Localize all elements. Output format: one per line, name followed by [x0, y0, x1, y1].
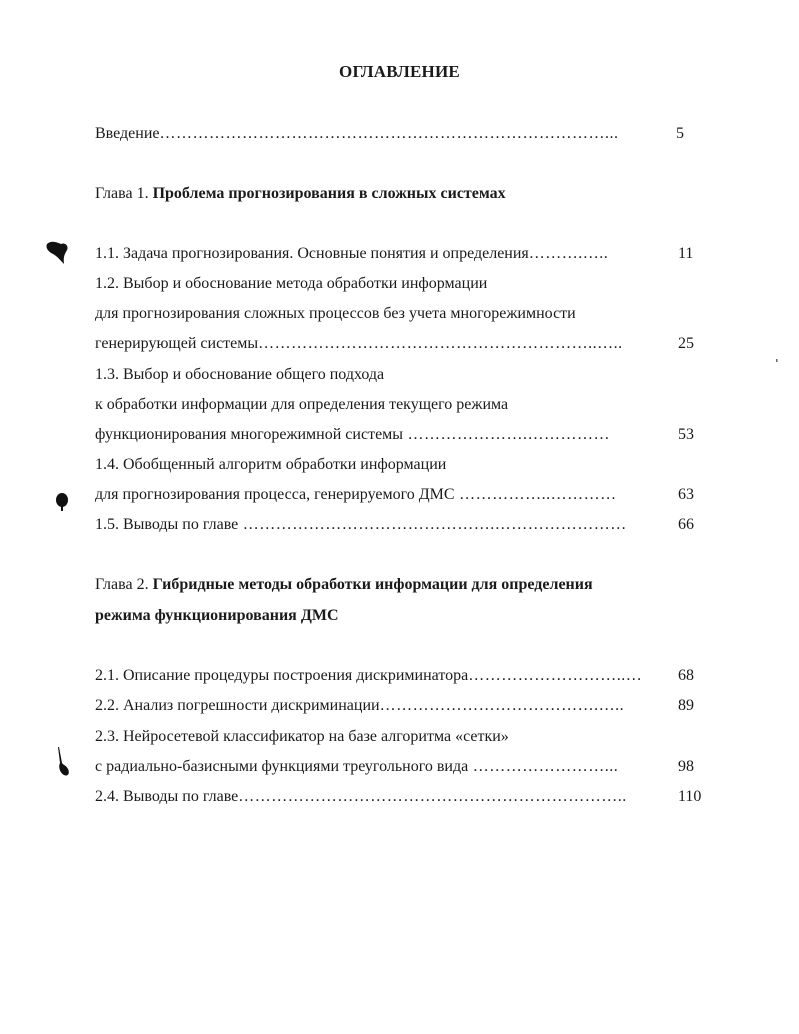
ink-stroke-mark — [54, 745, 74, 779]
toc-entry-2-4 — [95, 787, 627, 807]
toc-entry-text: 1.1. Задача прогнозирования. Основные понятия и определения — [95, 245, 529, 262]
page-title: ОГЛАВЛЕНИЕ — [339, 62, 460, 81]
toc-entry-1-2-end — [95, 334, 623, 354]
leader-dots: ………………………………………………………………………... — [159, 125, 619, 142]
toc-entry-text: для прогнозирования процесса, генерируемого ДМС — [95, 486, 455, 503]
toc-page-number: 53 — [678, 426, 694, 443]
toc-entry-1-1 — [95, 244, 608, 264]
toc-entry-text: 2.2. Анализ погрешности дискриминации — [95, 697, 380, 714]
leader-dots: ……….….. — [528, 245, 609, 262]
toc-page-number: 89 — [678, 697, 694, 714]
toc-entry-2-3-end — [95, 757, 618, 777]
toc-entry-1-3-cont: к обработки информации для определения текущего режима — [95, 396, 509, 413]
toc-entry-text: с радиально-базисными функциями треугольного вида — [95, 758, 469, 775]
toc-entry-2-1 — [95, 666, 642, 686]
toc-entry-label: Введение — [95, 125, 160, 142]
toc-page-number: 68 — [678, 667, 694, 684]
speck-mark — [775, 358, 779, 364]
toc-entry-1-4: 1.4. Обобщенный алгоритм обработки информации — [95, 456, 447, 473]
chapter-2-heading-cont — [95, 606, 339, 626]
leader-dots: …………………………………………………………….. — [238, 788, 627, 805]
leader-dots: ……………………………………………………..….. — [258, 335, 623, 352]
toc-page-number: 110 — [678, 788, 702, 805]
toc-entry-2-3: 2.3. Нейросетевой классификатор на базе алгоритма «сетки» — [95, 728, 509, 745]
chapter-2-prefix: Глава 2. — [95, 576, 149, 593]
toc-entry-intro — [95, 124, 619, 144]
toc-entry-1-2-cont: для прогнозирования сложных процессов без учета многорежимности — [95, 305, 576, 322]
toc-entry-1-5 — [95, 515, 627, 535]
leader-dots: ………………….…………… — [403, 426, 611, 443]
toc-entry-1-2: 1.2. Выбор и обоснование метода обработки информации — [95, 275, 488, 292]
toc-entry-text: функционирования многорежимной системы — [95, 426, 404, 443]
toc-page-number: 98 — [678, 758, 694, 775]
toc-entry-text: 1.5. Выводы по главе — [95, 516, 239, 533]
toc-page-number: 66 — [678, 516, 694, 533]
leader-dots: ………………………..… — [468, 667, 643, 684]
toc-entry-text: 2.1. Описание процедуры построения дискриминатора — [95, 667, 469, 684]
chapter-2-heading — [95, 575, 593, 595]
toc-entry-2-2 — [95, 696, 624, 716]
leader-dots: ………………………………….….. — [379, 697, 625, 714]
toc-page-number: 63 — [678, 486, 694, 503]
toc-page-number: 11 — [678, 245, 694, 262]
chapter-1-title: Проблема прогнозирования в сложных системах — [152, 185, 506, 202]
chapter-1-prefix: Глава 1. — [95, 185, 149, 202]
chapter-1-heading — [95, 184, 506, 204]
ink-dot-mark — [55, 492, 69, 512]
leader-dots: ……………..………… — [454, 486, 617, 503]
toc-entry-text: генерирующей системы — [95, 335, 259, 352]
leader-dots: ……………………………………….…………………… — [238, 516, 627, 533]
toc-entry-1-3-end — [95, 425, 610, 445]
toc-page-number: 5 — [676, 125, 684, 142]
leader-dots: ……………………... — [468, 758, 619, 775]
toc-page-number: 25 — [678, 335, 694, 352]
chapter-2-title-cont: режима функционирования ДМС — [95, 607, 339, 624]
toc-entry-1-3: 1.3. Выбор и обоснование общего подхода — [95, 366, 385, 383]
toc-entry-1-4-end — [95, 485, 617, 505]
ink-blot-mark — [45, 238, 71, 266]
toc-entry-text: 2.4. Выводы по главе — [95, 788, 239, 805]
chapter-2-title: Гибридные методы обработки информации для определения — [152, 576, 593, 593]
